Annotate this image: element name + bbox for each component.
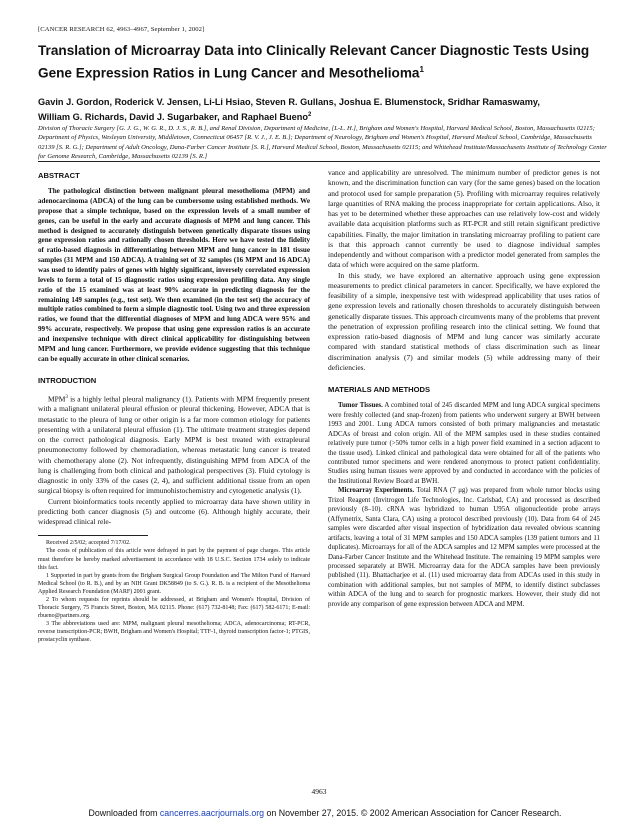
right-paragraph-1: vance and applicability are unresolved. The minimum number of predictor genes is not known, and the discrimination function can vary (for the same genes) based on the location and protocol used for sample preparation (5). Profiling with microarray requires relatively large quantities of RNA making the process inappropriate for certain applications. Also, it has yet to be determined whether these approaches can use relatively low-cost and widely available data acquisition platforms such as RT-PCR and still retain significant predictive capabilities. Finally, the major limitation in translating microarray profiling to patient care is that this approach cannot currently be used to diagnose individual samples independently and without comparison with a predictor model generated from samples the data of which were acquired on the same platform. [328,168,600,270]
footnote-received: Received 2/5/02; accepted 7/17/02. [46,540,131,547]
download-suffix: on November 27, 2015. © 2002 American Association for Cancer Research. [264,808,562,818]
author-list [38,96,613,123]
journal-link[interactable]: cancerres.aacrjournals.org [159,808,265,818]
left-column [38,168,310,644]
introduction-paragraph-1 [38,393,310,497]
introduction-heading: INTRODUCTION [38,376,97,386]
footnotes [38,539,310,644]
journal-header: [CANCER RESEARCH 62, 4963–4967, September 1, 2002] [38,26,205,33]
right-column [328,168,600,609]
download-notice [60,808,590,819]
intro-text: is a highly lethal pleural malignancy (1). Patients with MPM frequently present with a malignant unilateral pleural effusion or pleural thickening. However, ADCA that is metastatic to the pleura of lung or other origin is a far more common etiology for patients presenting with a unilateral pleural effusion (1). The ultimate treatment strategies depend on the correct pathological diagnosis. Early MPM is best treated with extrapleural pneumonectomy followed by chemoradiation, whereas metastatic lung cancer is treated with chemotherapy alone (2). Not infrequently, distinguishing MPM from ADCA of the lung is challenging from both clinical and pathological perspectives (3). Fluid cytology is diagnostic in only 33% of the cases (2, 4), and sufficient additional tissue from an open surgical biopsy is often required for immunohistochemistry and cytogenetic analysis (1). [38,394,310,496]
introduction-paragraph-2: Current bioinformatics tools recently applied to microarray data have shown utility in predicting both cancer diagnosis (5) and outcome (6). Although highly accurate, their widespread clinical rele- [38,496,310,527]
title-footnote-mark: 1 [419,64,424,74]
methods-heading: MATERIALS AND METHODS [328,385,431,394]
page-number: 4963 [311,787,327,796]
tumor-tissues-heading: Tumor Tissues. [338,402,383,410]
footnote-1: 1 Supported in part by grants from the Brigham Surgical Group Foundation and The Milton Fund of Harvard Medical School (to R. B.), and by an NIH Grant DK58849 (to S. G.). R. B. is a recipient of the Mesothelioma Applied Research Foundation (MARF) 2001 grant. [38,572,310,595]
abstract-heading: ABSTRACT [38,171,80,180]
microarray-paragraph [328,486,600,609]
right-paragraph-2: In this study, we have explored an alternative approach using gene expression measurements to predict clinical parameters in cancer. Specifically, we have explored the feasibility of a simple, inexpensive test with widespread applicability that uses ratios of gene expression levels and rationally chosen thresholds to accurately distinguish between genetically disparate tissues. This approach circumvents many of the problems that prevent the penetration of expression profiling research into the clinical setting. We found that expression ratio-based diagnosis of MPM and lung cancer was similarly accurate compared with standard statistical methods of class discrimination such as linear discrimination analysis (7) and similar models (5) while addressing many of their deficiencies. [328,270,600,372]
authors-footnote-mark: 2 [308,111,312,118]
authors-line-1: Gavin J. Gordon, Roderick V. Jensen, Li-Li Hsiao, Steven R. Gullans, Joshua E. Blumenstock, Sridhar Ramaswamy, [38,97,540,107]
microarray-text: Total RNA (7 μg) was prepared from whole tumor blocks using Trizol Reagent (Invitrogen Life Technologies, Inc. Carlsbad, CA) and processed as described previously (8–10). cRNA was hybridized to human U95A oligonucleotide probe arrays (Affymetrix, Santa Clara, CA) using a protocol described previously (10). Data from 64 of 245 samples were discarded after visual inspection of hybridization data revealed obvious scanning artifacts, leaving a total of 31 MPM samples and 150 ADCA samples (139 patient tumors and 11 duplicates). Microarrays for all of the ADCA samples and 12 MPM samples were processed at the Dana-Farber Cancer Institute and the Whitehead Institute. The remaining 19 MPM samples were processed separately at BWH. Microarray data for the ADCA samples have been previously published (11). Bhattacharjee et al. (11) used microarray data from ADCAs used in this study in combination with additional samples, but not samples of MPM, to identify distinct subclasses within ADCA of the lung and to search for prognostic markers. However, their study did not provide any comparison of gene expression between ADCA and MPM. [328,487,600,608]
footnote-2: 2 To whom requests for reprints should be addressed, at Brigham and Women's Hospital, Division of Thoracic Surgery, 75 Francis Street, Boston, MA 02115. Phone: (617) 732-8148; Fax: (617) 582-6171; E-mail: rbueno@partners.org. [38,596,310,619]
microarray-heading: Microarray Experiments. [338,487,415,495]
tumor-tissues-paragraph [328,401,600,486]
header-rule [38,161,600,162]
footnote-rule [38,535,148,536]
abstract-text: The pathological distinction between malignant pleural mesothelioma (MPM) and adenocarcinoma (ADCA) of the lung can be cumbersome using established methods. We propose that a simple technique, based on the expression levels of a small number of genes, can be useful in the early and accurate diagnosis of MPM and lung cancer. This method is designed to accurately distinguish between genetically disparate tissues using gene expression ratios and rationally chosen thresholds. Here we have tested the fidelity of ratio-based diagnosis in differentiating between MPM and lung cancer in 181 tissue samples (31 MPM and 150 ADCA). A training set of 32 samples (16 MPM and 16 ADCA) was used to identify pairs of genes with highly significant, inversely correlated expression levels to form a total of 15 diagnostic ratios using expression profiling data. Any single ratio of the 15 examined was at least 90% accurate in predicting diagnosis for the remaining 149 samples (e.g., test set). We then examined (in the test set) the accuracy of multiple ratios combined to form a simple diagnostic tool. Using two and three expression ratios, we found that the differential diagnoses of MPM and lung ADCA were 95% and 99% accurate, respectively. We propose that using gene expression ratios is an accurate and inexpensive technique with direct clinical applicability for distinguishing between MPM and lung cancer. Furthermore, we provide evidence suggesting that this technique can be equally accurate in other clinical scenarios. [38,187,310,363]
title-text: Translation of Microarray Data into Clinically Relevant Cancer Diagnostic Tests Using Gene Expression Ratios in Lung Cancer and Mesothelioma [38,43,590,81]
authors-line-2: William G. Richards, David J. Sugarbaker, and Raphael Bueno [38,111,309,122]
download-prefix: Downloaded from [88,808,160,818]
intro-footnote-mark: 3 [65,394,68,400]
tumor-tissues-text: A combined total of 245 discarded MPM and lung ADCA surgical specimens were freshly collected (and snap-frozen) from patients who underwent surgery at BWH between 1993 and 2001. Lung ADCA tumors consisted of both primary malignancies and metastatic ADCAs of breast and colon origin. All of the MPM samples used in these studies contained relatively pure tumor (>50% tumor cells in a high power field examined in a section adjacent to the tissue used). Linked clinical and pathological data were obtained for all of the patients who contributed tumor specimens and were rendered anonymous to protect patient confidentiality. Studies using human tissues were approved by and conducted in accordance with the policies of the Institutional Review Board at BWH. [328,402,600,485]
affiliations: Division of Thoracic Surgery [G. J. G., W. G. R., D. J. S., R. B.], and Renal Division, Department of Medicine, [L-L. H.], Brigham and Women's Hospital, Harvard Medical School, Boston, Massachusetts 02115; Department of Physics, Wesleyan University, Middletown, Connecticut 06457 [R. V. J., J. E. B.]; Department of Neurology, Brigham and Women's Hospital, Harvard Medical School, Cambridge, Massachusetts 02139 [S. R. G.]; Department of Adult Oncology, Dana-Farber Cancer Institute [S. R.], Harvard Medical School, Boston, Massachusetts 02115; and Whitehead Institute/Massachusetts Institute of Technology Center for Genome Research, Cambridge, Massachusetts 02139 [S. R.] [38,125,607,160]
footnote-3: 3 The abbreviations used are: MPM, malignant pleural mesothelioma; ADCA, adenocarcinoma; RT-PCR, reverse transcription-PCR; BWH, Brigham and Women's Hospital; TTF-1, thyroid transcription factor-1; PTGIS, prostacyclin synthase. [38,620,310,643]
footnote-costs: The costs of publication of this article were defrayed in part by the payment of page charges. This article must therefore be hereby marked advertisement in accordance with 18 U.S.C. Section 1734 solely to indicate this fact. [38,548,310,571]
article-title [38,42,608,83]
intro-lead: MPM [48,394,66,404]
